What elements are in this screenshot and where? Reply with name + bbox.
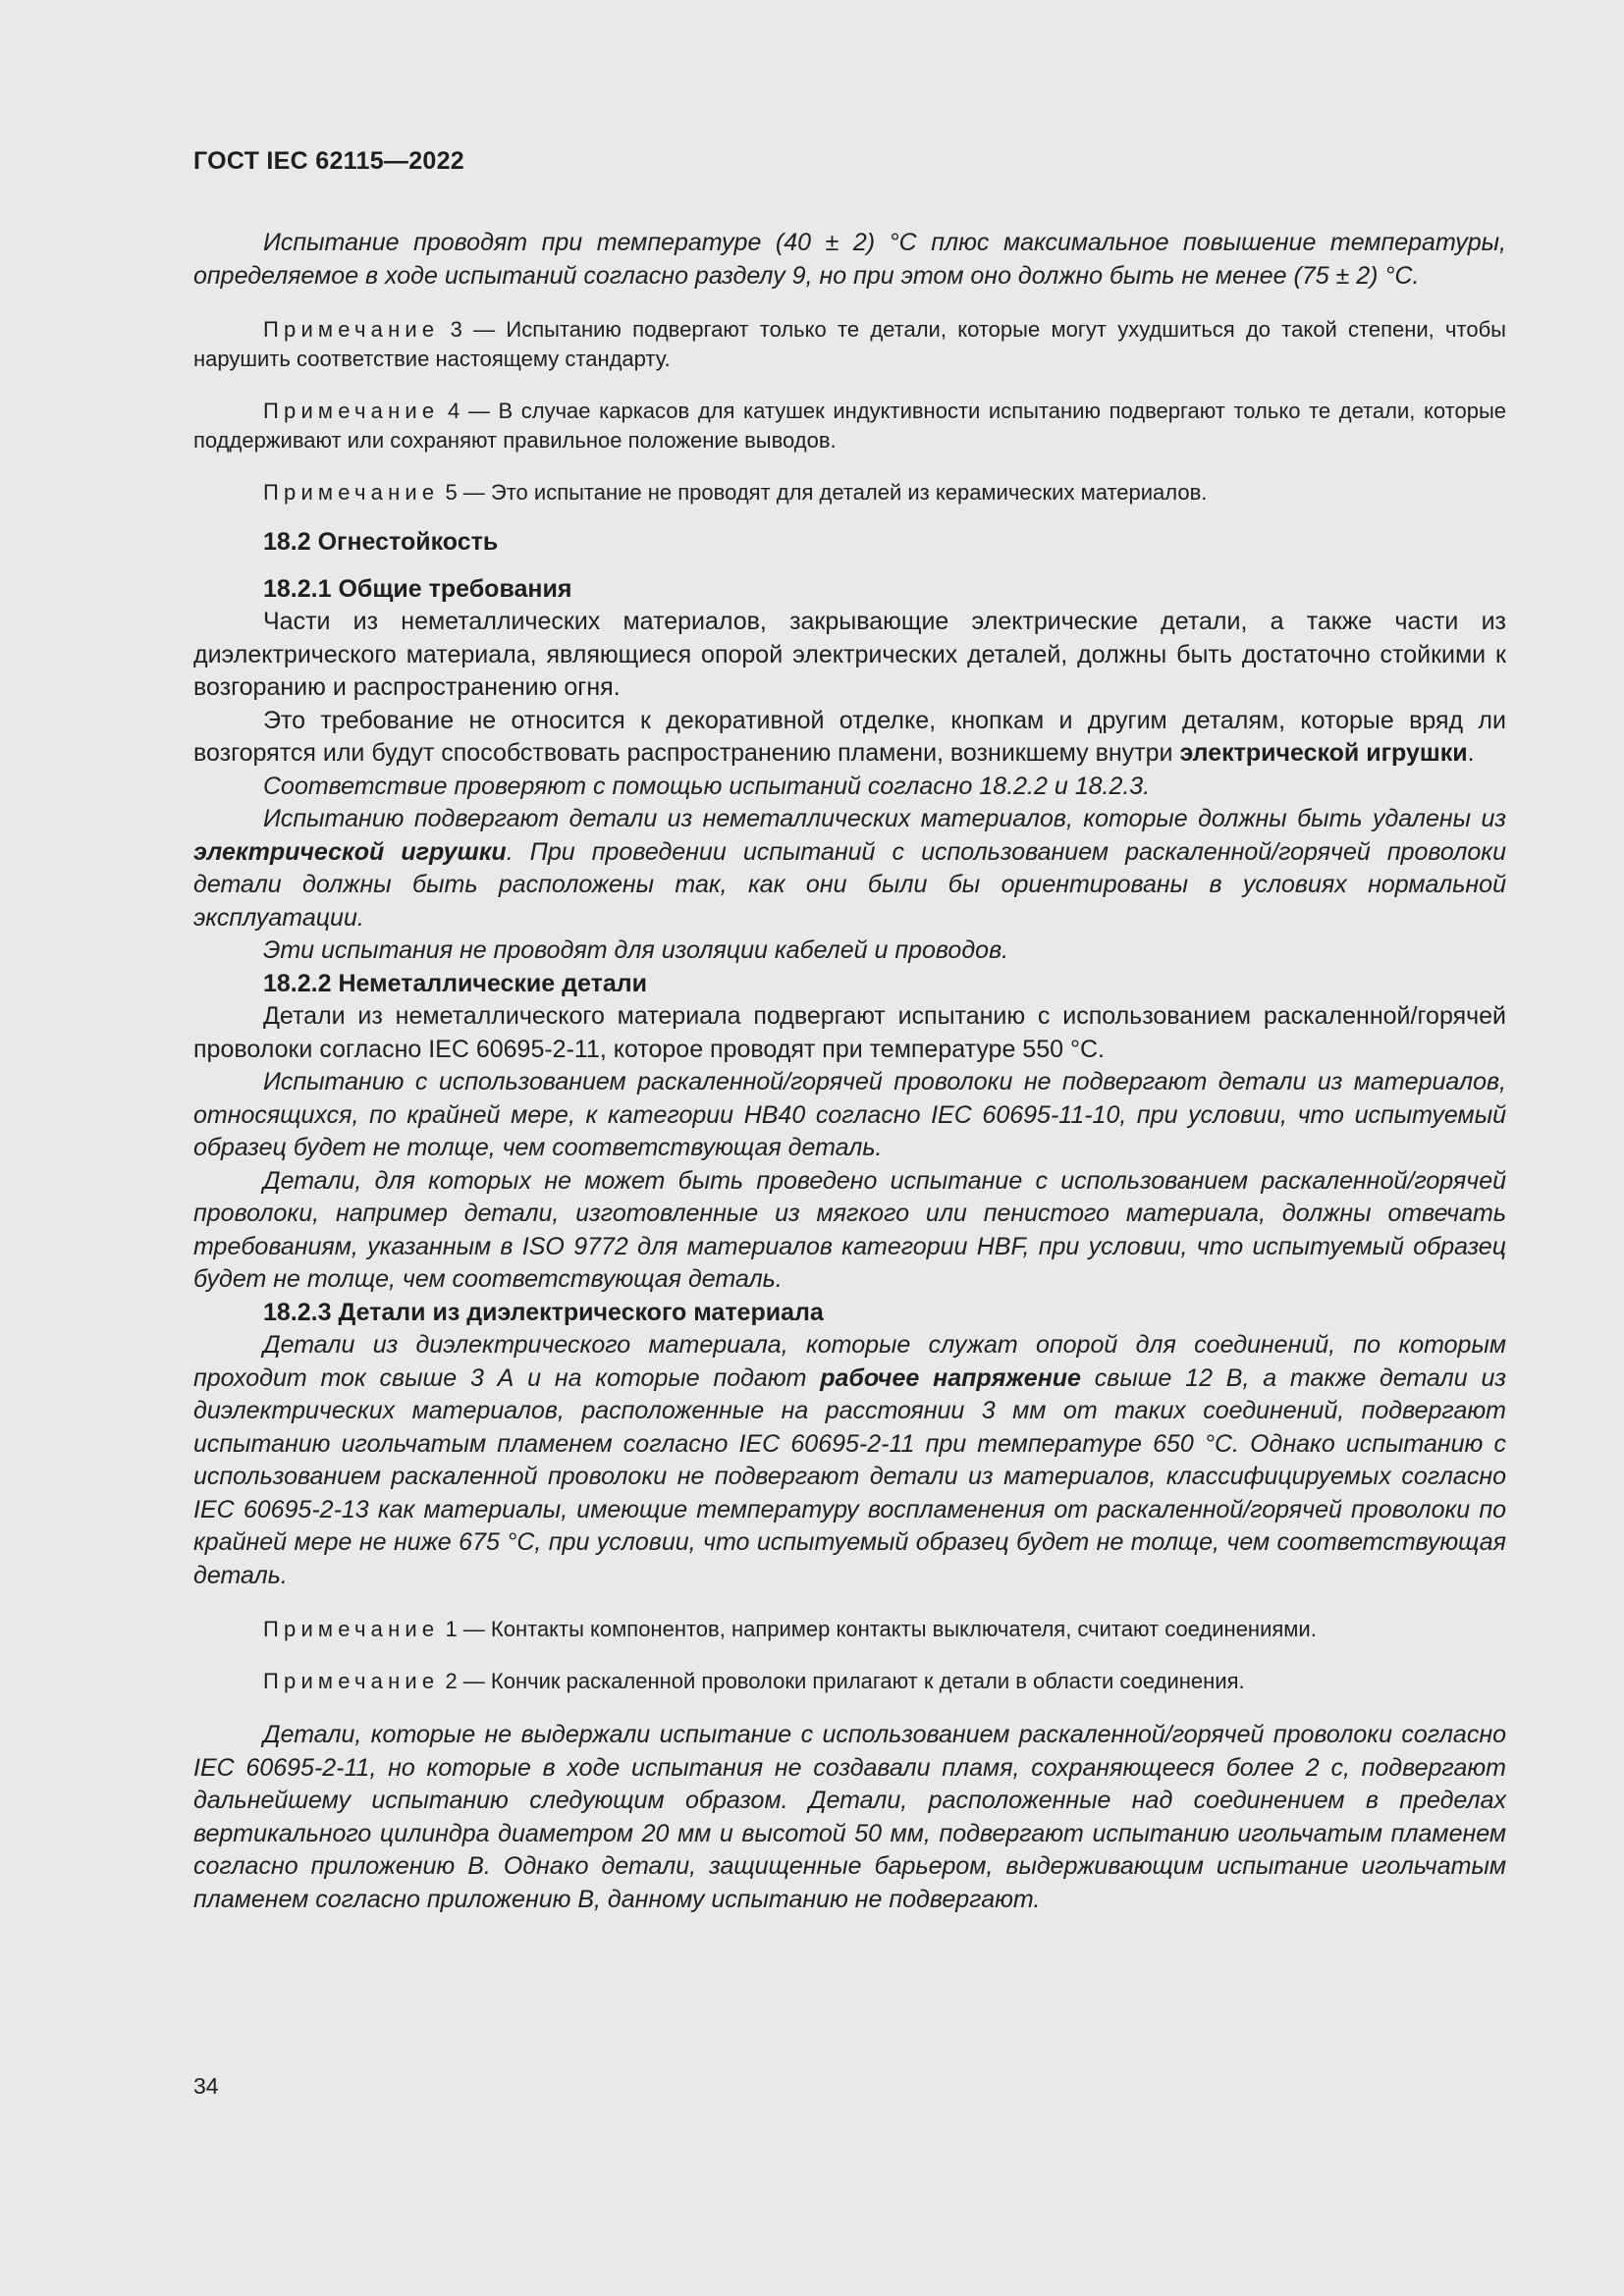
document-page xyxy=(193,147,1506,1916)
paragraph xyxy=(193,803,1506,934)
paragraph: Части из неметаллических материалов, закрывающие электрические детали, а также части из диэлектрического материала, являющиеся опорой электрических деталей, должны быть достаточно стойкими к возгоранию и распространению огня. xyxy=(193,608,1506,701)
note-2 xyxy=(193,1667,1506,1696)
section-heading-18-2-3: 18.2.3 Детали из диэлектрического материала xyxy=(263,1298,824,1326)
text-run: свыше 12 В, а также детали из диэлектрических материалов, расположенные на расстоянии 3 мм от таких соединений, подвергают испытанию игольчатым пламенем согласно IEC 60695-2-11 при температуре 650 °С. Однако испытанию с использованием раскаленной проволоки не подвергают детали из материалов, классифицируемых согласно IEC 60695-2-13 как материалы, имеющие температуру воспламенения от раскаленной/горячей проволоки по крайней мере не ниже 675 °С, при условии, что испытуемый образец будет не толще, чем соответствующая деталь. xyxy=(193,1363,1506,1589)
paragraph xyxy=(193,1329,1506,1592)
note-text: 5 — Это испытание не проводят для деталей из керамических материалов. xyxy=(439,480,1208,505)
defined-term: электрической игрушки xyxy=(193,837,507,866)
note-4 xyxy=(193,397,1506,455)
text-run: Это требование не относится к декоративной отделке, кнопкам и другим деталям, которые вряд ли возгорятся или будут способствовать распространению пламени, возникшему внутри xyxy=(193,706,1506,767)
intro-paragraph: Испытание проводят при температуре (40 ± 2) °С плюс максимальное повышение температуры, определяемое в ходе испытаний согласно разделу 9, но при этом оно должно быть не менее (75 ± 2) °С. xyxy=(193,229,1506,290)
paragraph: Детали, для которых не может быть проведено испытание с использованием раскаленной/горячей проволоки, например детали, изготовленные из мягкого или пенистого материала, должны отвечать требованиям, указанным в ISO 9772 для материалов категории HBF, при условии, что испытуемый образец будет не толще, чем соответствующая деталь. xyxy=(193,1166,1506,1293)
text-run: . При проведении испытаний с использованием раскаленной/горячей проволоки детали должны быть расположены так, как они были бы ориентированы в условиях нормальной эксплуатации. xyxy=(193,837,1506,932)
note-label: Примечание xyxy=(263,1617,440,1641)
page-number: 34 xyxy=(193,2073,219,2099)
note-5 xyxy=(193,478,1506,507)
defined-term: электрической игрушки xyxy=(1179,739,1468,767)
text-run: . xyxy=(1467,739,1475,767)
note-label: Примечание xyxy=(263,480,440,505)
paragraph: Испытанию с использованием раскаленной/горячей проволоки не подвергают детали из материалов, относящихся, по крайней мере, к категории HB40 согласно IEC 60695-11-10, при условии, что испытуемый образец будет не толще, чем соответствующая деталь. xyxy=(193,1068,1506,1161)
paragraph: Детали, которые не выдержали испытание с использованием раскаленной/горячей проволоки согласно IEC 60695-2-11, но которые в ходе испытания не создавали пламя, сохраняющееся более 2 с, подвергают дальнейшему испытанию следующим образом. Детали, расположенные над соединением в пределах вертикального цилиндра диаметром 20 мм и высотой 50 мм, подвергают испытанию игольчатым пламенем согласно приложению В. Однако детали, защищенные барьером, выдерживающим испытание игольчатым пламенем согласно приложению В, данному испытанию не подвергают. xyxy=(193,1721,1506,1913)
document-header: ГОСТ IEC 62115—2022 xyxy=(193,147,465,175)
paragraph xyxy=(193,705,1506,771)
text-run: Испытанию подвергают детали из неметаллических материалов, которые должны быть удалены из xyxy=(263,805,1506,832)
paragraph: Эти испытания не проводят для изоляции кабелей и проводов. xyxy=(263,936,1009,964)
section-heading-18-2-2: 18.2.2 Неметаллические детали xyxy=(263,969,647,997)
section-heading-18-2-1: 18.2.1 Общие требования xyxy=(263,574,572,603)
paragraph: Детали из неметаллического материала подвергают испытанию с использованием раскаленной/горячей проволоки согласно IEC 60695-2-11, которое проводят при температуре 550 °С. xyxy=(193,1002,1506,1063)
note-label: Примечание xyxy=(263,399,440,423)
note-label: Примечание xyxy=(263,317,440,342)
note-text: 1 — Контакты компонентов, например контакты выключателя, считают соединениями. xyxy=(439,1617,1317,1641)
paragraph: Соответствие проверяют с помощью испытаний согласно 18.2.2 и 18.2.3. xyxy=(263,772,1151,800)
note-text: 3 — Испытанию подвергают только те детали, которые могут ухудшиться до такой степени, чтобы нарушить соответствие настоящему стандарту. xyxy=(193,317,1506,371)
text-run: Детали из диэлектрического материала, которые служат опорой для соединений, по которым проходит ток свыше 3 А и на которые подают xyxy=(193,1331,1506,1392)
note-label: Примечание xyxy=(263,1669,440,1693)
section-heading-18-2: 18.2 Огнестойкость xyxy=(263,528,499,556)
note-text: 2 — Кончик раскаленной проволоки прилагают к детали в области соединения. xyxy=(439,1669,1245,1693)
defined-term: рабочее напряжение xyxy=(820,1363,1081,1392)
note-1 xyxy=(193,1615,1506,1644)
note-3 xyxy=(193,315,1506,374)
note-text: 4 — В случае каркасов для катушек индуктивности испытанию подвергают только те детали, которые поддерживают или сохраняют правильное положение выводов. xyxy=(193,399,1506,453)
